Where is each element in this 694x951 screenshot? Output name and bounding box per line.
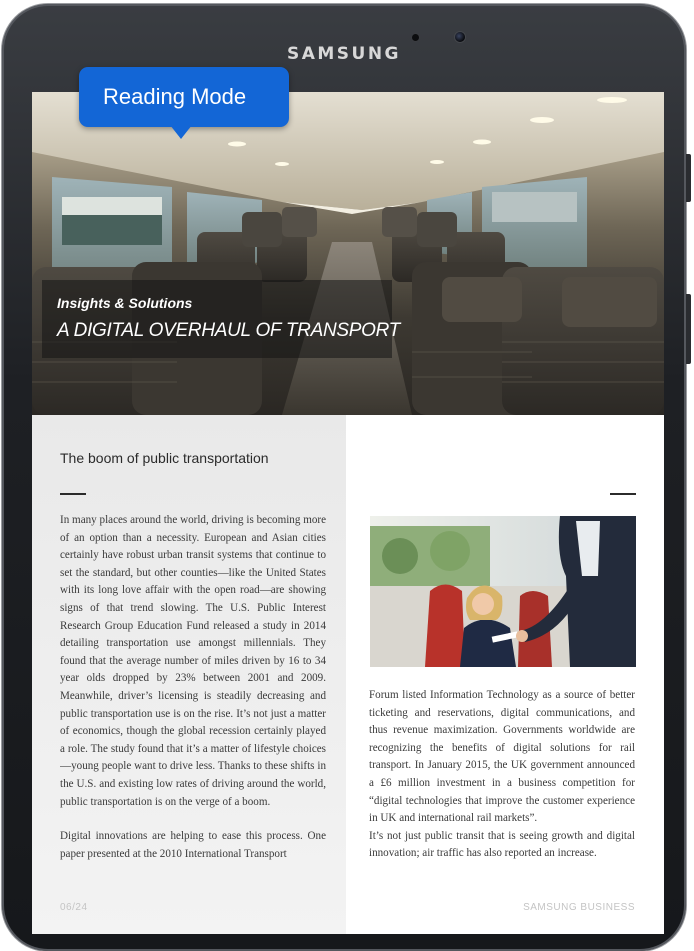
front-camera-icon bbox=[455, 32, 465, 42]
paragraph: Digital innovations are helping to ease this process. One paper presented at the 2010 International Transport bbox=[60, 830, 326, 860]
article-left-text bbox=[60, 512, 326, 877]
article-right-text bbox=[369, 687, 635, 863]
tablet-device bbox=[2, 4, 686, 951]
hero-title: A DIGITAL OVERHAUL OF TRANSPORT bbox=[57, 320, 400, 341]
train-conductor-photo bbox=[370, 516, 636, 667]
proximity-sensor bbox=[412, 34, 419, 41]
hero-title-band bbox=[42, 280, 392, 358]
publisher-footer: SAMSUNG BUSINESS bbox=[523, 902, 635, 913]
section-divider bbox=[610, 493, 636, 495]
screen bbox=[32, 92, 664, 934]
paragraph: Forum listed Information Technology as a source of better ticketing and reservations, digital communications, and thus revenue maximization. Governments worldwide are recognizing the benefits of digital solutions for rail transport. In January 2015, the UK government announced a £6 million investment in a business competition for “digital technologies that improve the customer experience in UK and international rail markets”. bbox=[369, 689, 635, 825]
hero-image bbox=[32, 92, 664, 415]
page-number: 06/24 bbox=[60, 902, 88, 913]
paragraph: It’s not just public transit that is seeing growth and digital innovation; air traffic has also reported an increase. bbox=[369, 829, 635, 860]
paragraph: In many places around the world, driving is becoming more of an option than a necessity. European and Asian cities certainly have robust urban transit systems that continue to set the standard, but other counties—like the United States with its long love affair with the open road—are showing signs of that trend slowing. The U.S. Public Interest Research Group Education Fund released a study in 2014 detailing transportation use amongst millennials. They found that the average number of miles driven by 16 to 34 year olds dropped by 23% between 2001 and 2009. Meanwhile, driver’s licensing is steadily decreasing and public transportation use is on the rise. It’s not just a matter of economics, though the global recession certainly played a role. The study found that it’s a matter of lifestyle choices—young people want to drive less. Thanks to these shifts in the U.S. and existing low rates of driving around the world, public transportation is on the verge of a boom. bbox=[60, 514, 326, 808]
callout-pointer bbox=[170, 125, 192, 139]
hero-kicker: Insights & Solutions bbox=[57, 295, 193, 311]
reading-mode-callout[interactable] bbox=[79, 67, 289, 127]
article-right-column bbox=[346, 415, 664, 934]
reading-mode-label: Reading Mode bbox=[103, 84, 247, 109]
power-button[interactable] bbox=[686, 294, 691, 364]
brand-logo: SAMSUNG bbox=[286, 44, 402, 64]
section-divider bbox=[60, 493, 86, 495]
section-heading: The boom of public transportation bbox=[60, 450, 269, 466]
volume-button[interactable] bbox=[686, 154, 691, 202]
article-left-column bbox=[32, 415, 346, 934]
train-interior-illustration bbox=[32, 92, 664, 415]
